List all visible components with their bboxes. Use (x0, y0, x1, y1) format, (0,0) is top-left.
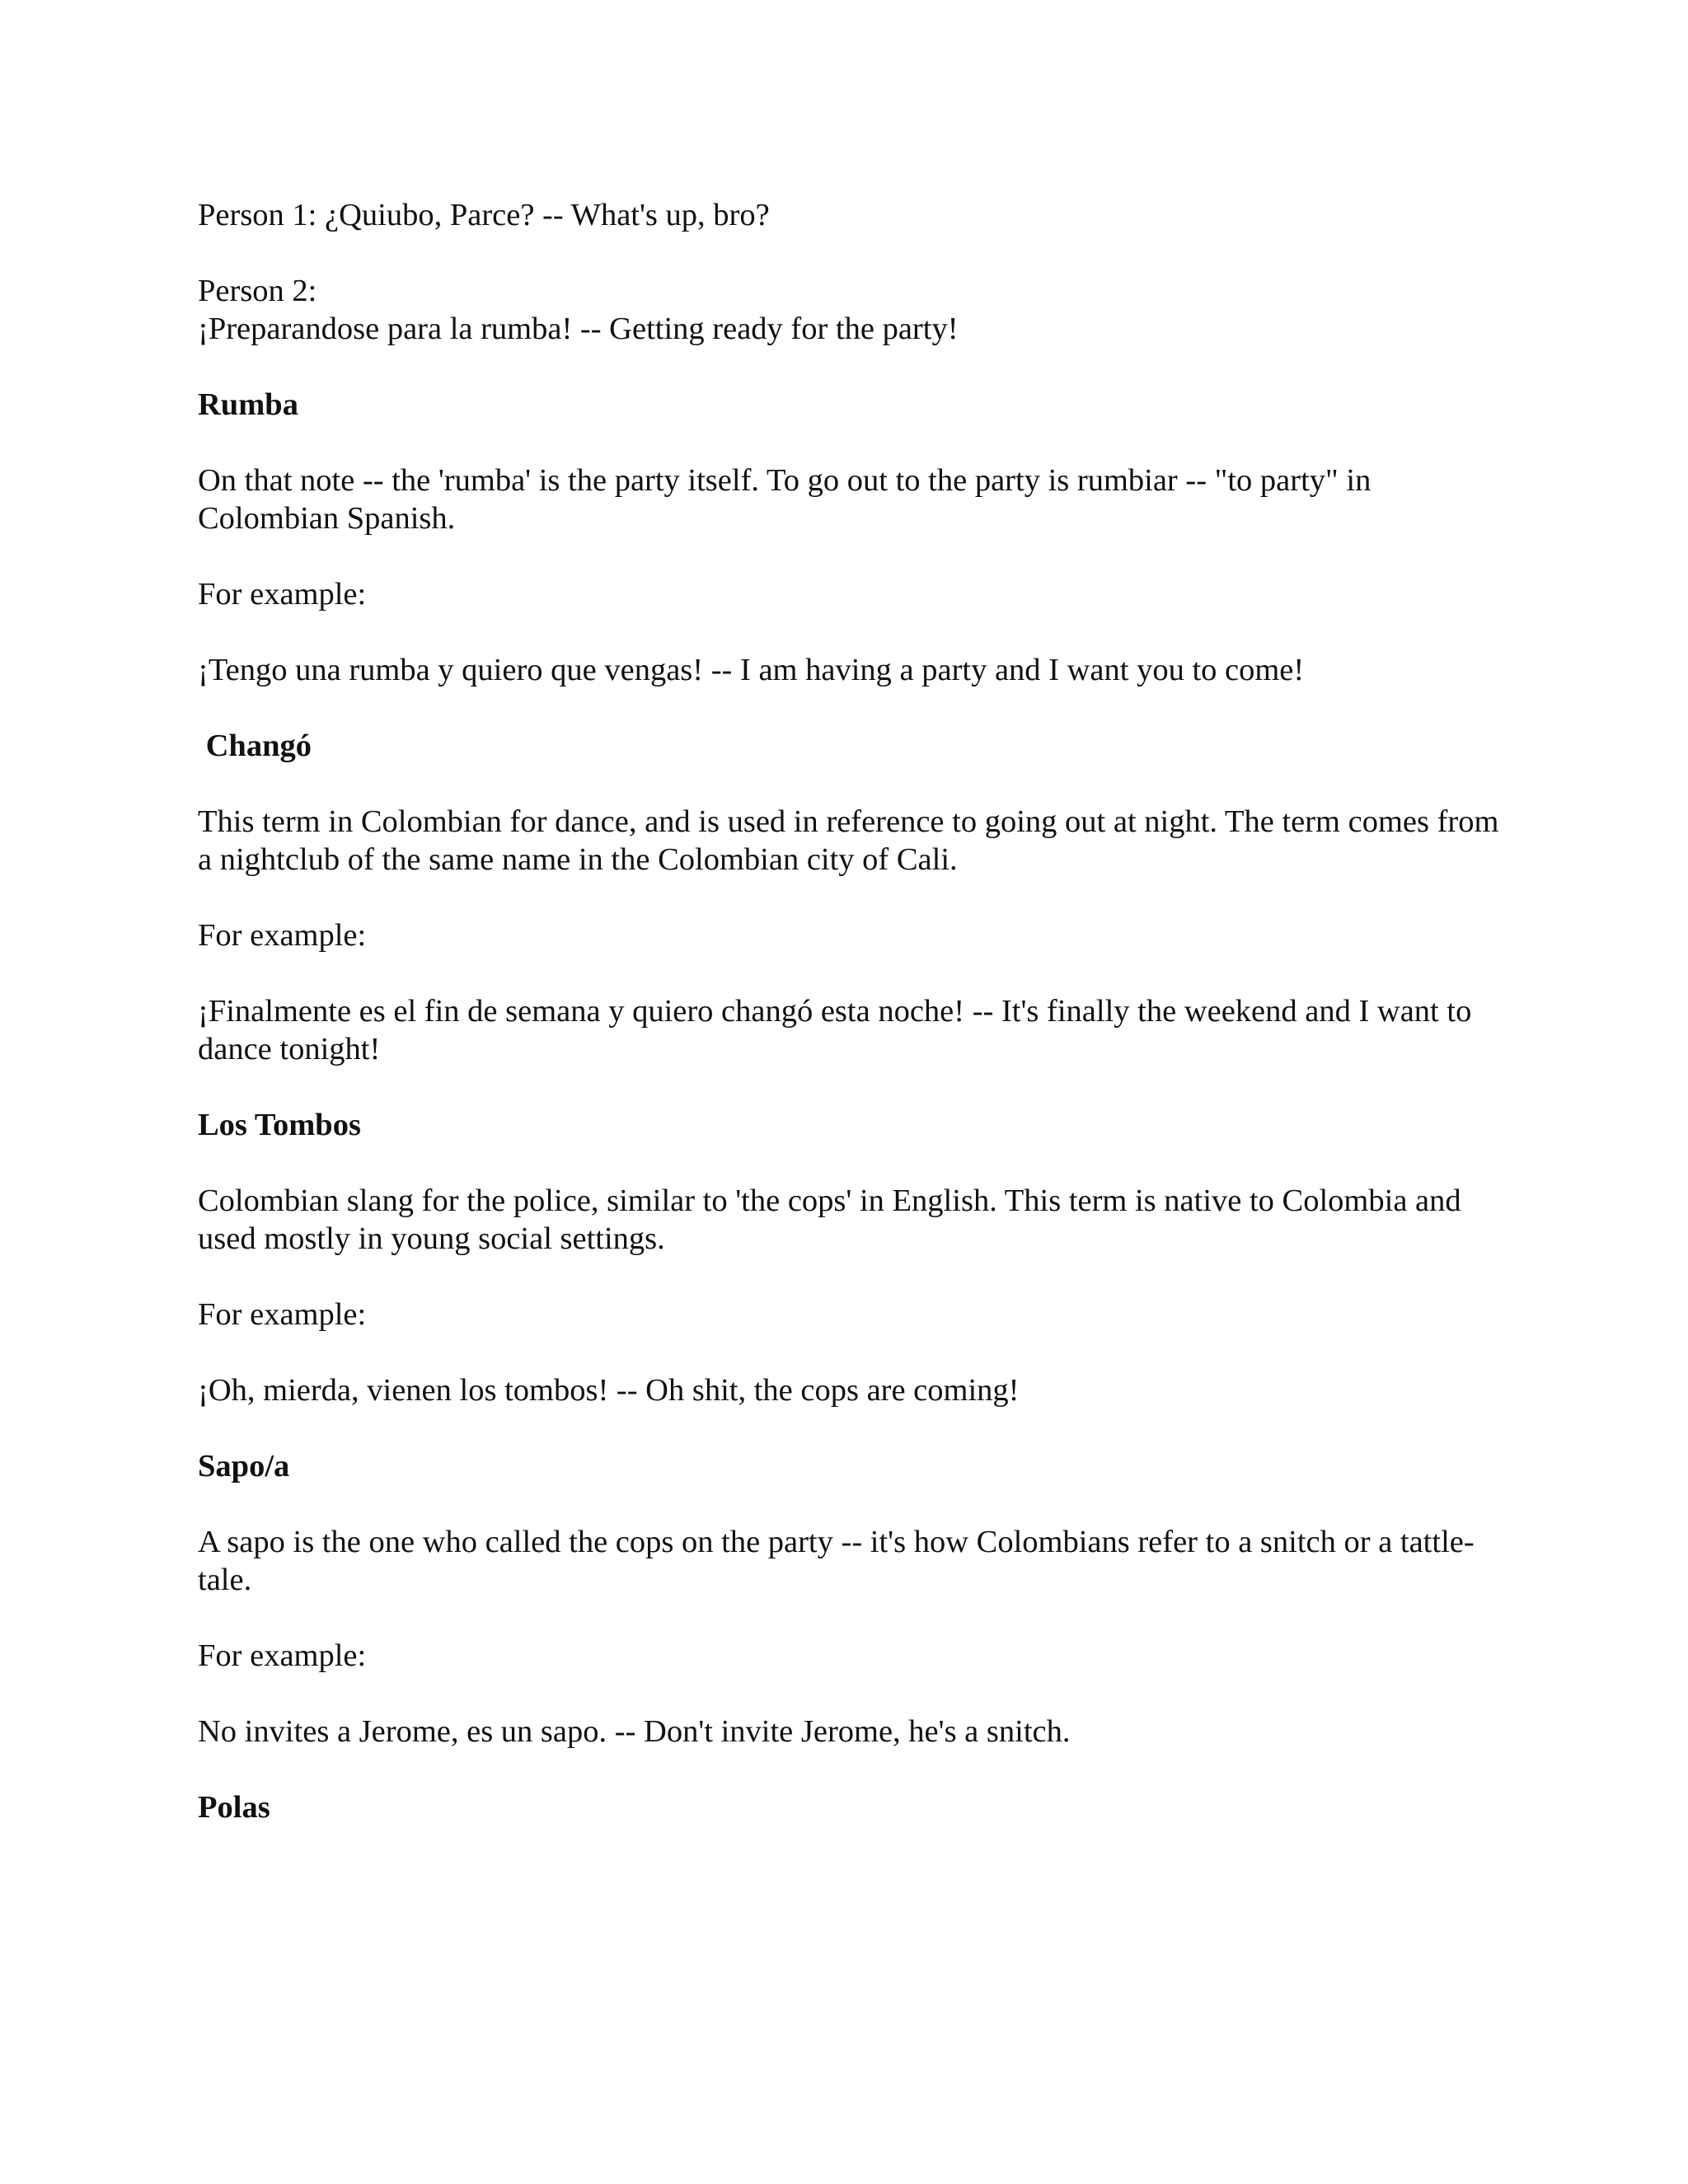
example-text-sapo: No invites a Jerome, es un sapo. -- Don't invite Jerome, he's a snitch. (198, 1714, 1071, 1749)
section-heading-polas: Polas (198, 1790, 270, 1825)
section-heading-los-tombos: Los Tombos (198, 1108, 361, 1142)
section-heading-rumba: Rumba (198, 387, 298, 422)
dialogue-person2-line: ¡Preparandose para la rumba! -- Getting ready for the party! (198, 312, 959, 346)
example-text-los-tombos: ¡Oh, mierda, vienen los tombos! -- Oh shit, the cops are coming! (198, 1373, 1020, 1408)
section-definition-sapo: A sapo is the one who called the cops on the party -- it's how Colombians refer to a snitch or a tattle-tale. (198, 1525, 1475, 1597)
example-label-sapo: For example: (198, 1638, 367, 1673)
example-label-los-tombos: For example: (198, 1297, 367, 1332)
example-text-chango: ¡Finalmente es el fin de semana y quiero changó esta noche! -- It's finally the weekend and I want to dance tonight! (198, 994, 1479, 1066)
section-heading-chango: Changó (198, 729, 312, 763)
dialogue-person1: Person 1: ¿Quiubo, Parce? -- What's up, bro? (198, 198, 770, 232)
section-heading-sapo: Sapo/a (198, 1449, 290, 1483)
example-label-chango: For example: (198, 918, 367, 953)
dialogue-person2-label: Person 2: (198, 274, 317, 308)
document-body (198, 196, 1507, 1826)
section-definition-los-tombos: Colombian slang for the police, similar to 'the cops' in English. This term is native to Colombia and used mostly in young social settings. (198, 1183, 1470, 1256)
section-definition-chango: This term in Colombian for dance, and is used in reference to going out at night. The term comes from a nightclub of the same name in the Colombian city of Cali. (198, 804, 1507, 877)
section-definition-rumba: On that note -- the 'rumba' is the party itself. To go out to the party is rumbiar -- "to party" in Colombian Spanish. (198, 463, 1379, 536)
example-label-rumba: For example: (198, 577, 367, 612)
example-text-rumba: ¡Tengo una rumba y quiero que vengas! -- I am having a party and I want you to come! (198, 653, 1305, 687)
